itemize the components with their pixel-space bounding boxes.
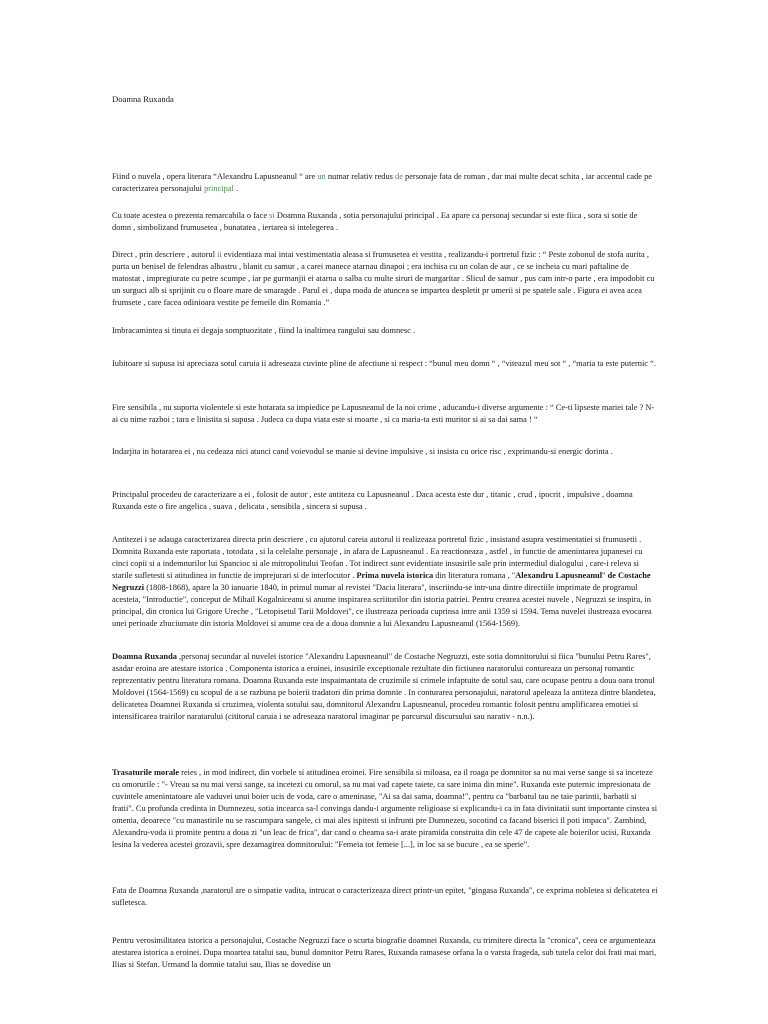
text-run: Indarjita in hotararea ei , nu cedeaza nici atunci cand voievodul se manie si devine impulsive , si insista cu orice risc , exprimandu-si energic dorinta . <box>112 447 613 456</box>
highlighted-word[interactable]: un <box>317 172 326 181</box>
paragraph <box>112 325 658 337</box>
bold-text: de Costache Negruzzi <box>112 571 651 592</box>
highlighted-word[interactable]: si <box>269 211 275 220</box>
text-run: Cu toate acestea o prezenta remarcabila o face <box>112 211 270 220</box>
text-run: Fire sensibila , nu suporta violentele si este hotarata sa impiedice pe Lapusneanul de la noi crime , aducandu-i diverse argumente : “ Ce-ti lipseste mariei tale ? N-ai cu nime razboi ; tara e linistita si supusa . Judeca ca dupa viata este si moarte , si ca maria-ta esti muritor si ai sa dai sama ! “ <box>112 403 655 424</box>
paragraph <box>112 210 658 234</box>
text-run: Pentru verosimilitatea istorica a personajului, Costache Negruzzi face o scurta biografie doamnei Ruxanda, cu trimitere directa la "cronica", ceea ce argumenteaza atestarea istorica a eroinei. Dupa moartea tatalui sau, bunul domnitor Petru Rares, Ruxanda ramasese orfana la o varsta frageda, sub tutela celor doi frati mai mari, Ilias si Stefan. Urmand la domnie tatalui sau, Ilias se dovedise un <box>112 936 657 969</box>
text-run: numar relativ redus <box>325 172 396 181</box>
bold-text: Prima nuvela istorica <box>356 571 434 580</box>
text-run: ,personaj secundar al nuvelei istorice "Alexandru Lapusneanul" de Costache Negruzzi, este sotia domnitorului si fiica "bunului Petru Rares", asadar eroina are atestare istorica . Componenta istorica a eroinei, insusirile exceptionale rezultate din fictiunea naratorului contureaza un personaj romantic reprezentativ pentru literatura romana. Doamna Ruxanda este inspaimantata de cruzimile si crimele infaptuite de sotul sau, care ocupase pentru a doua oara tronul Moldovei (1564-1569) cu scopul de a se razbuna pe boierii tradatori din prima domnie . In conturarea personajului, naratorul apeleaza la antiteza dintre blandetea, delicatetea Doamnei Ruxanda si cruzimea, violenta sotului sau, domnitorul Alexandru Lapusneanul, procedeu romantic folosit pentru amplificarea emotiei si intensificarea trairilor naratarului (cititorul caruia i se adreseaza naratorul imaginar pe parcursul discursului sau narativ - n.n.). <box>112 652 656 721</box>
highlighted-word[interactable]: de <box>395 172 403 181</box>
paragraph <box>112 249 658 309</box>
text-run: personaje fata de roman , dar mai multe decat schita , iar accentul cade pe caracterizarea personajului <box>112 172 652 193</box>
text-run: Doamna Ruxanda , sotia personajului principal . Ea apare ca personaj secundar si este fiica , sora si sotie de domn , simbolizand frumusetea , bunatatea , iertarea si intelegerea . <box>112 211 638 232</box>
text-run: din literatura romana , " <box>433 571 516 580</box>
bold-text: Trasaturile morale <box>112 768 180 777</box>
text-run: Iubitoare si supusa isi apreciaza sotul caruia ii adreseaza cuvinte pline de afectiune si respect : “bunul meu domn “ , “viteazul meu sot “ , “maria ta este puternic “. <box>112 359 656 368</box>
text-run: Antitezei i se adauga caracterizarea directa prin descriere , cu ajutorul careia autorul ii realizeaza portretul fizic , insistand asupra vestimentatiei si frumusetii . Domnita Ruxanda este raportata , totodata , si la celelalte personaje , in afara de Lapusneanul . Ea reactioneaza , astfel , in functie de amenintarea jupanesei cu cinci copii si a indemnurilor lui Spancioc si ale mitropolitului Teofan . Tot indirect sunt evidentiate insusirile sale prin intermediul dialogului , care-i releva si starile sufletesti si atitudinea in functie de imprejurari si de interlocutor . <box>112 535 643 580</box>
paragraph <box>112 446 658 458</box>
bold-text: Doamna Ruxanda <box>112 652 177 661</box>
paragraph <box>112 489 658 513</box>
paragraph <box>112 935 658 971</box>
document-title: Doamna Ruxanda <box>112 94 174 104</box>
text-run: Fata de Doamna Ruxanda ,naratorul are o simpatie vadita, intrucat o caracterizeaza direct printr-un epitet, "gingasa Ruxanda", ce exprima nobletea si delicatetea ei sufletesca. <box>112 886 658 907</box>
text-run: Imbracamintea si tinuta ei degaja somptuozitate , fiind la inaltimea rangului sau domnesc . <box>112 326 416 335</box>
paragraph <box>112 767 658 851</box>
paragraph <box>112 651 658 723</box>
paragraph <box>112 358 658 370</box>
text-run: Fiind o nuvela , opera literara “Alexandru Lapusneanul “ are <box>112 172 318 181</box>
text-run: (1808-1868), apare la 30 ianuarie 1840, in primul numar al revistei "Dacia literara", inscriindu-se intr-una dintre directiile imprimate de programul acesteia, "Introductie", conceput de Mihail Kogalniceanu si anume inspirarea scriitorilor din istoria patriei. Pentru crearea acestei nuvele , Negruzzi se inspira, in principal, din cronica lui Grigore Ureche , "Letopisetul Tarii Moldovei", ce ilustreaza perioada cuprinsa intre anii 1359 si 1594. Tema nuvelei ilustreaza evocarea unei perioade zbuciumate din istoria Moldovei si anume cea de a doua domnie a lui Alexandru Lapusneanul (1564-1569). <box>112 583 652 628</box>
paragraph <box>112 171 658 195</box>
text-run: " <box>602 571 608 580</box>
paragraph <box>112 885 658 909</box>
text-run: Direct , prin descriere , autorul <box>112 250 218 259</box>
text-run: reies , in mod indirect, din vorbele si atitudinea eroinei. Fire sensibila si miloasa, ea il roaga pe domnitor sa nu mai verse sange si sa inceteze cu omorurile : "- Vreau sa nu mai versi sange, sa incetezi cu omorul, sa nu mai vad capete taiete, ca sare inima din mine". Ruxanda este puternic impresionata de cuvintele amenintatoare ale vaduvei unui boier ucis de voda, care o ameninase, "Ai sa dai sama, doamna!", pentru ca "barbatul tau ne taie parintii, barbatii si fratii". Cu profunda credinta in Dumnezeu, sotia incearca sa-l convinga dandu-i argumente religioase si explicandu-i ca in fata divinitatii sunt importante cinstea si omenia, deoarece "cu manastirile nu se rascumpara sangele, ci mai ales ispitesti si infrunti pre Dumnezeu, socotind ca facand biserici il poti impaca". Zambind, Alexandru-voda ii promite pentru a doua zi "un leac de frica", dar cand o cheama sa-i arate piramida construita din cele 47 de capete ale boierilor ucisi, Ruxanda lesina la vederea acestei grozavii, spre dezamagirea domnitorului: "Femeia tot femeie [...], in loc sa se bucure , ea se sperie". <box>112 768 658 849</box>
text-run: . <box>233 184 239 193</box>
paragraph <box>112 534 658 630</box>
paragraph <box>112 402 658 426</box>
highlighted-word[interactable]: principal <box>204 184 234 193</box>
text-run: evidentiaza mai intai vestimentatia aleasa si frumusetea ei vestita , realizandu-i portretul fizic : “ Peste zobonul de stofa aurita , purta un benisel de felendras albastru , blanit cu samur , a carei manece atarnau dinapoi ; era inchisa cu un colan de aur , ce se incheia cu mari paftaline de matostat , impregiurate cu petre scumpe , iar pe gurmanjii ei atarna o salba cu multe siruri de margaritar . Slicul de samur , pus cam intr-o parte , era impodobit cu un surguci alb si sprijinit cu o floare mare de smaragde . Parul ei , dupa moda de atuncea se impartea despletit pr umerii si pe spatele sale . Figura ei avea acea frumsete , care facea odinioara vestite pe femeile din Romania .” <box>112 250 655 307</box>
bold-text: Alexandru Lapusneanul <box>515 571 603 580</box>
text-run: Principalul procedeu de caracterizare a ei , folosit de autor , este antiteza cu Lapusneanul . Daca acesta este dur , titanic , crud , ipocrit , impulsive , doamna Ruxanda este o fire angelica , suava , delicata , sensibila , sincera si supusa . <box>112 490 633 511</box>
highlighted-word[interactable]: ii <box>217 250 222 259</box>
